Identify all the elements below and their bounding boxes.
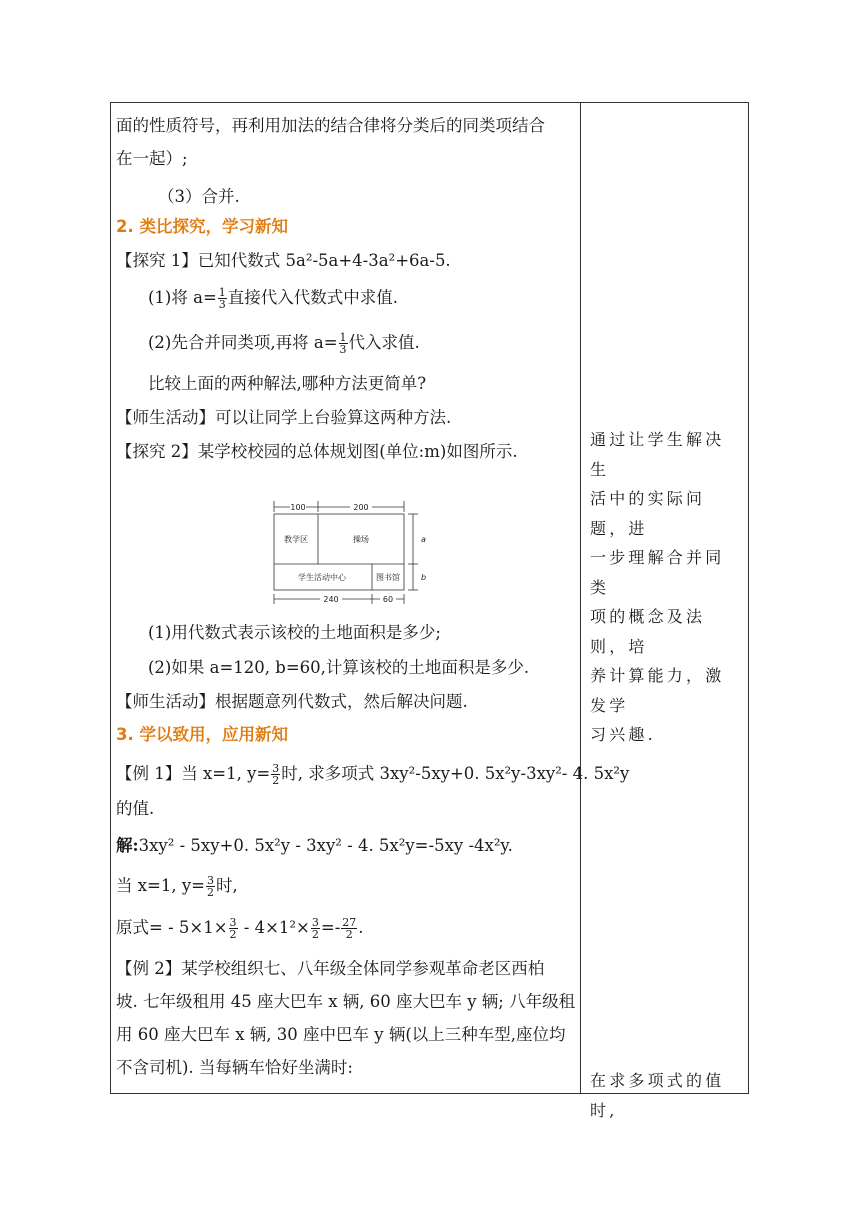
side-note-2: 在求多项式的值时, bbox=[590, 1071, 725, 1120]
side-note-line: 习兴趣. bbox=[590, 725, 656, 744]
question-2 bbox=[148, 329, 420, 355]
text-line: 面的性质符号，再利用加法的结合律将分类后的同类项结合 bbox=[116, 116, 545, 135]
orig-text: 原式= - 5×1× bbox=[116, 918, 228, 937]
q-text: 代入求值. bbox=[348, 333, 420, 352]
label-library: 图书馆 bbox=[376, 573, 400, 582]
side-note-1 bbox=[590, 425, 742, 750]
text-line: 在一起）; bbox=[116, 149, 188, 168]
example-2: 坡. 七年级租用 45 座大巴车 x 辆, 60 座大巴车 y 辆; 八年级租 bbox=[116, 992, 576, 1011]
explore-2: 【探究 2】某学校校园的总体规划图(单位:m)如图所示. bbox=[116, 442, 518, 461]
text-line: 比较上面的两种解法,哪种方法更简单? bbox=[148, 374, 427, 393]
fraction: $\frac{3}{2}$ bbox=[207, 874, 215, 899]
explore-1-text: 已知代数式 5a²-5a+4-3a²+6a-5. bbox=[197, 251, 451, 270]
example-2: 不含司机). 当每辆车恰好坐满时: bbox=[116, 1058, 353, 1077]
side-a: a bbox=[421, 535, 426, 544]
campus-plan-figure bbox=[268, 498, 432, 606]
fraction: $\frac{1}{3}$ bbox=[218, 286, 226, 311]
text-line: 的值. bbox=[116, 799, 155, 818]
section-heading: 2. 类比探究，学习新知 bbox=[116, 217, 288, 236]
q-text: (1)将 a= bbox=[148, 288, 217, 307]
dim-bottom-left: 240 bbox=[323, 595, 339, 604]
solution-line bbox=[116, 832, 513, 856]
explore-1-label: 【探究 1】 bbox=[116, 251, 198, 270]
label-teaching: 教学区 bbox=[284, 535, 308, 544]
question-3: (1)用代数式表示该校的土地面积是多少; bbox=[148, 623, 441, 642]
ex-text: 【例 1】当 x=1, y= bbox=[116, 764, 271, 783]
fraction: $\frac{3}{2}$ bbox=[311, 916, 319, 941]
when-text: 时, bbox=[216, 876, 238, 895]
original-expression bbox=[116, 914, 364, 940]
activity-note: 【师生活动】可以让同学上台验算这两种方法. bbox=[116, 408, 452, 427]
orig-text: . bbox=[358, 918, 364, 937]
when-text: 当 x=1, y= bbox=[116, 876, 206, 895]
example-1 bbox=[116, 760, 629, 786]
orig-text: - 4×1²× bbox=[238, 918, 310, 937]
solution-label: 解: bbox=[116, 836, 139, 855]
question-4: (2)如果 a=120, b=60,计算该校的土地面积是多少. bbox=[148, 658, 530, 677]
dim-top-left: 100 bbox=[290, 503, 306, 512]
column-divider bbox=[580, 102, 581, 1094]
q-text: (2)先合并同类项,再将 a= bbox=[148, 333, 338, 352]
side-b: b bbox=[421, 573, 427, 582]
q-text: 直接代入代数式中求值. bbox=[227, 288, 399, 307]
dim-bottom-right: 60 bbox=[382, 595, 394, 604]
fraction: $\frac{3}{2}$ bbox=[229, 916, 237, 941]
section-heading: 3. 学以致用，应用新知 bbox=[116, 725, 288, 744]
orig-text: =- bbox=[320, 918, 341, 937]
activity-note: 【师生活动】根据题意列代数式，然后解决问题. bbox=[116, 692, 468, 711]
ex-text: 时, 求多项式 3xy²-5xy+0. 5x²y-3xy²- 4. 5x²y bbox=[281, 764, 630, 783]
example-2: 【例 2】某学校组织七、八年级全体同学参观革命老区西柏 bbox=[116, 959, 545, 978]
fraction: $\frac{27}{2}$ bbox=[342, 916, 357, 941]
side-note-line: 养计算能力，激发学 bbox=[590, 666, 725, 715]
text-line: （3）合并. bbox=[158, 187, 240, 206]
dim-top-right: 200 bbox=[353, 503, 369, 512]
label-activity: 学生活动中心 bbox=[298, 573, 346, 582]
side-note-line: 通过让学生解决生 bbox=[590, 430, 725, 479]
solution-text: 3xy² - 5xy+0. 5x²y - 3xy² - 4. 5x²y=-5xy -4x²y. bbox=[138, 836, 513, 855]
side-note-line: 活中的实际问题，进 bbox=[590, 489, 706, 538]
fraction: $\frac{1}{3}$ bbox=[339, 331, 347, 356]
label-playground: 操场 bbox=[353, 535, 369, 544]
fraction: $\frac{3}{2}$ bbox=[272, 762, 280, 787]
side-note-line: 一步理解合并同类 bbox=[590, 548, 725, 597]
when-line bbox=[116, 872, 238, 898]
side-note-line: 项的概念及法则，培 bbox=[590, 607, 706, 656]
example-2: 用 60 座大巴车 x 辆, 30 座中巴车 y 辆(以上三种车型,座位均 bbox=[116, 1025, 566, 1044]
question-1 bbox=[148, 284, 398, 310]
explore-1 bbox=[116, 247, 451, 271]
